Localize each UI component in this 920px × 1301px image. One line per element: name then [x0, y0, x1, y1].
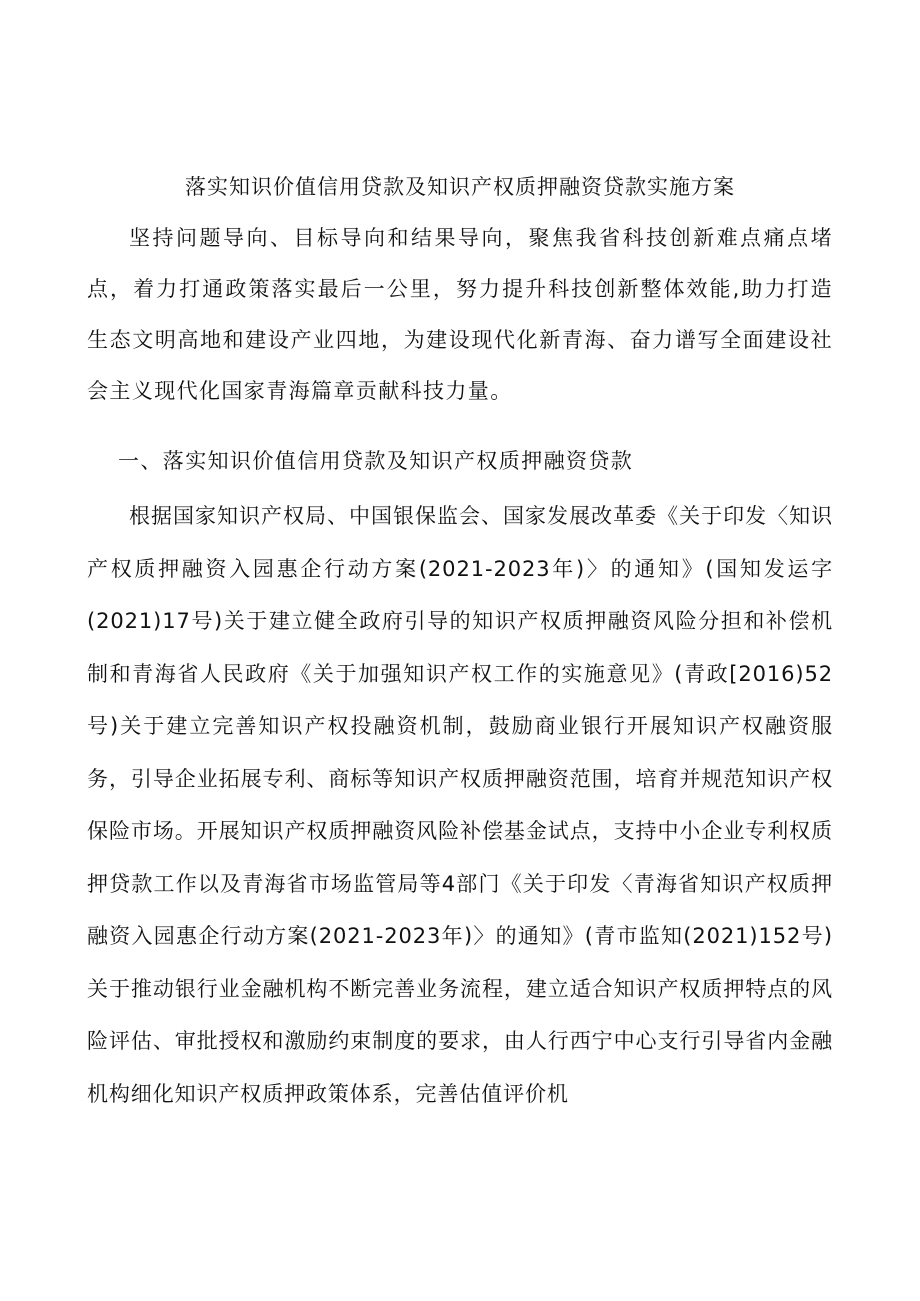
section-1-body-paragraph: 根据国家知识产权局、中国银保监会、国家发展改革委《关于印发〈知识产权质押融资入园惠企行动方案(2021-2023年)〉的通知》(国知发运字(2021)17号)关于建立健全政府引导的知识产权质押融资风险分担和补偿机制和青海省人民政府《关于加强知识产权工作的实施意见》(青政[2016)52号)关于建立完善知识产权投融资机制，鼓励商业银行开展知识产权融资服务，引导企业拓展专利、商标等知识产权质押融资范围，培育并规范知识产权保险市场。开展知识产权质押融资风险补偿基金试点，支持中小企业专利权质押贷款工作以及青海省市场监管局等4部门《关于印发〈青海省知识产权质押融资入园惠企行动方案(2021-2023年)〉的通知》(青市监知(2021)152号)关于推动银行业金融机构不断完善业务流程，建立适合知识产权质押特点的风险评估、审批授权和激励约束制度的要求，由人行西宁中心支行引导省内金融机构细化知识产权质押政策体系，完善估值评价机 [87, 504, 833, 1106]
intro-paragraph: 坚持问题导向、目标导向和结果导向，聚焦我省科技创新难点痛点堵点，着力打通政策落实最后一公里，努力提升科技创新整体效能,助力打造生态文明高地和建设产业四地，为建设现代化新青海、奋力谱写全面建设社会主义现代化国家青海篇章贡献科技力量。 [87, 226, 833, 403]
document-title: 落实知识价值信用贷款及知识产权质押融资贷款实施方案 [185, 175, 735, 199]
section-heading-1: 一、落实知识价值信用贷款及知识产权质押融资贷款 [118, 449, 634, 473]
